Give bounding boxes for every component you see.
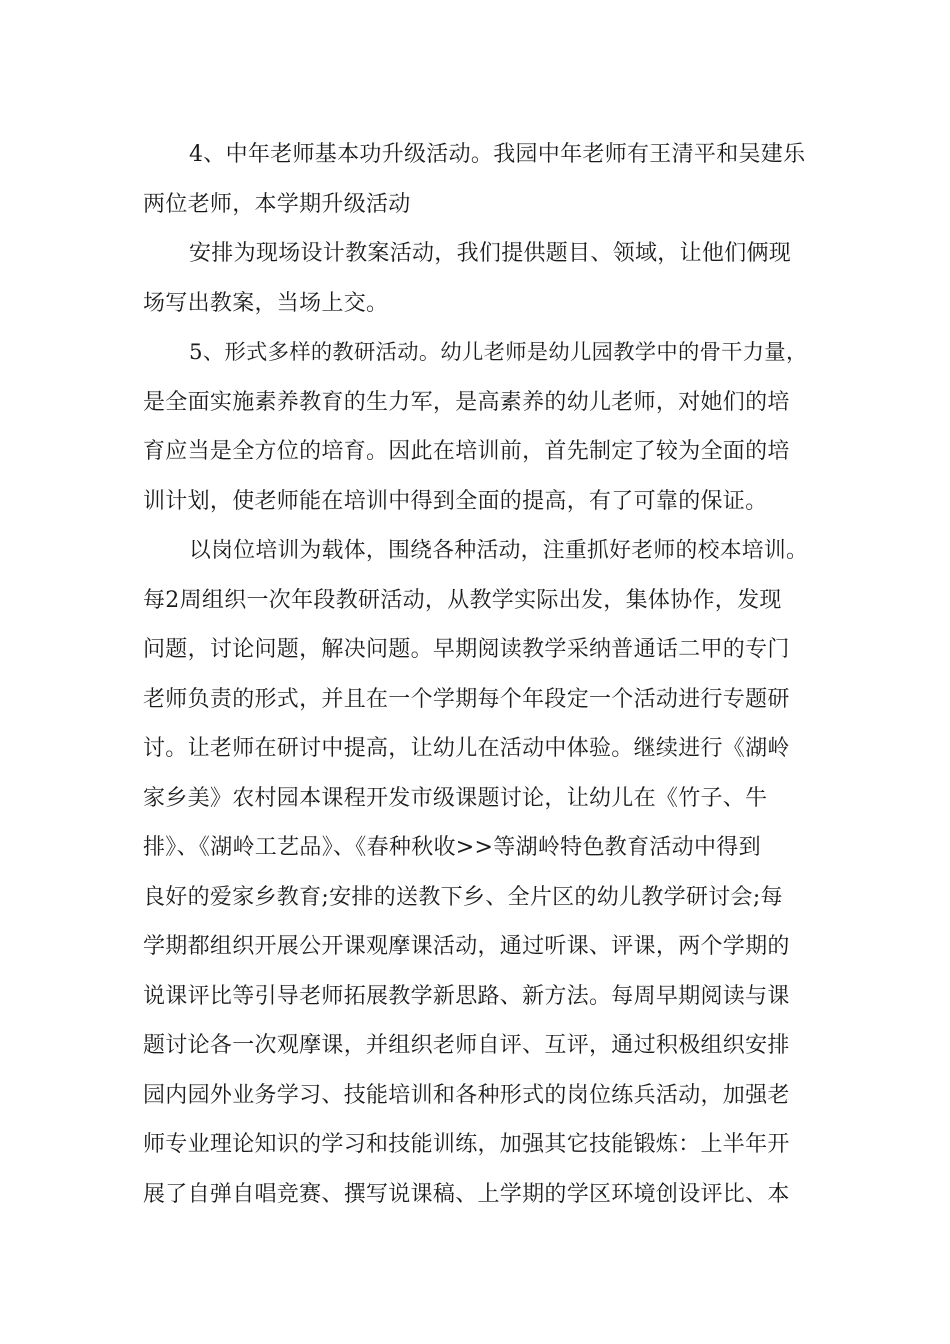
text-line: 训计划，使老师能在培训中得到全面的提高，有了可靠的保证。 — [143, 488, 768, 514]
text-line: 家乡美》农村园本课程开发市级课题讨论，让幼儿在《竹子、牛 — [143, 785, 768, 811]
text-line: 讨。让老师在研讨中提高，让幼儿在活动中体验。继续进行《湖岭 — [143, 736, 790, 761]
text-line: 是全面实施素养教育的生力军，是高素养的幼儿老师，对她们的培 — [143, 389, 790, 415]
text-line: 排》、《湖岭工艺品》、《春种秋收>>等湖岭特色教育活动中得到 — [143, 835, 761, 860]
text-line: 园内园外业务学习、技能培训和各种形式的岗位练兵活动，加强老 — [143, 1082, 790, 1108]
text-line: 每2周组织一次年段教研活动，从教学实际出发，集体协作，发现 — [143, 587, 782, 613]
text-line: 题讨论各一次观摩课，并组织老师自评、互评，通过积极组织安排 — [143, 1033, 790, 1058]
text-line: 安排为现场设计教案活动，我们提供题目、领域，让他们俩现 — [189, 241, 792, 266]
text-line: 4、中年老师基本功升级活动。我园中年老师有王清平和吴建乐 — [189, 142, 806, 167]
text-line: 育应当是全方位的培育。因此在培训前，首先制定了较为全面的培 — [143, 439, 790, 464]
text-line: 学期都组织开展公开课观摩课活动，通过听课、评课，两个学期的 — [143, 934, 790, 959]
text-line: 良好的爱家乡教育;安排的送教下乡、全片区的幼儿教学研讨会;每 — [143, 884, 783, 910]
text-line: 场写出教案，当场上交。 — [143, 290, 389, 316]
document-body — [143, 130, 808, 1219]
text-line: 师专业理论知识的学习和技能训练，加强其它技能锻炼：上半年开 — [143, 1132, 790, 1157]
text-line: 说课评比等引导老师拓展教学新思路、新方法。每周早期阅读与课 — [143, 983, 790, 1009]
text-line: 问题，讨论问题，解决问题。早期阅读教学采纳普通话二甲的专门 — [143, 637, 790, 662]
text-line: 老师负责的形式，并且在一个学期每个年段定一个活动进行专题研 — [143, 686, 790, 712]
text-line: 以岗位培训为载体，围绕各种活动，注重抓好老师的校本培训。 — [189, 538, 809, 563]
text-line: 展了自弹自唱竞赛、撰写说课稿、上学期的学区环境创设评比、本 — [143, 1181, 790, 1207]
text-line: 5、形式多样的教研活动。幼儿老师是幼儿园教学中的骨干力量， — [189, 340, 808, 365]
text-line: 两位老师，本学期升级活动 — [143, 191, 411, 217]
